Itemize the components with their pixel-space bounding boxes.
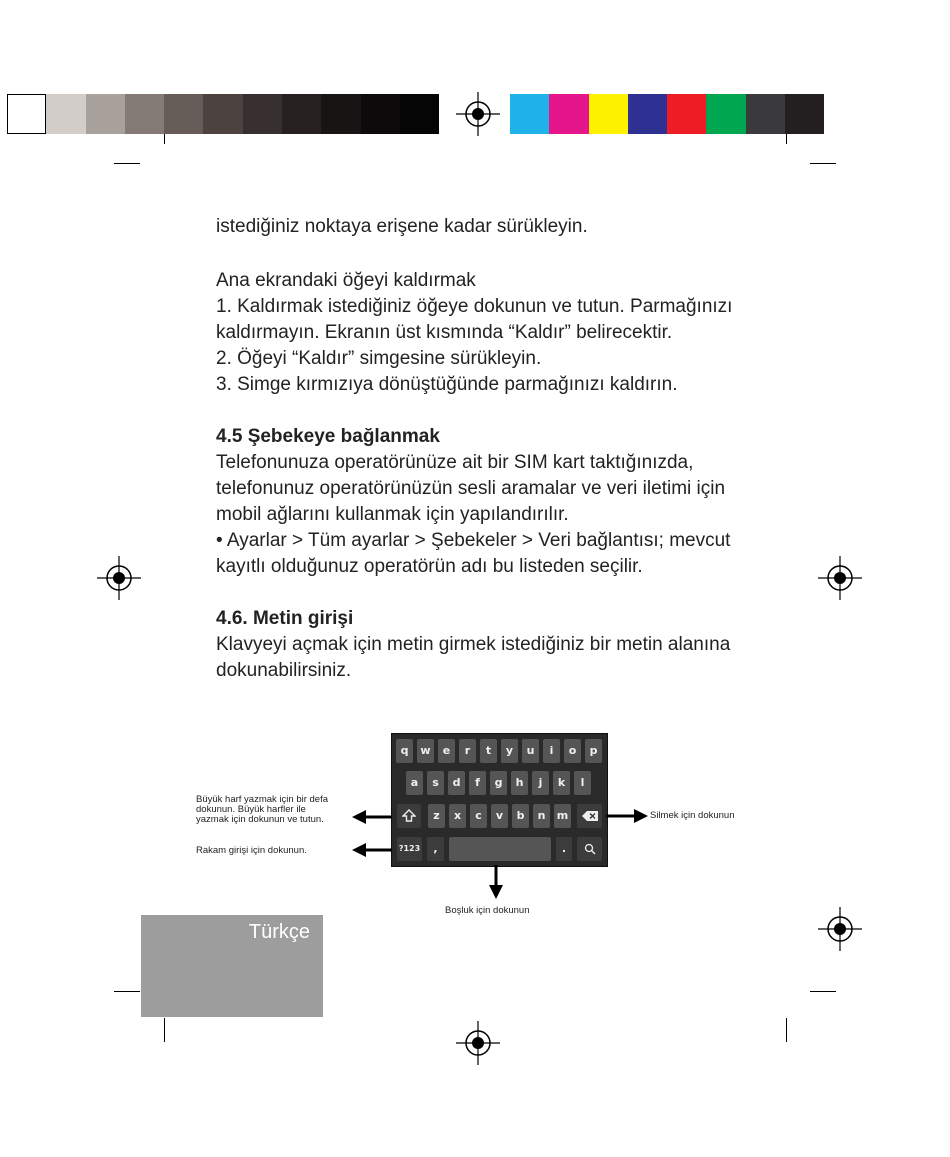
letter-key-r: r — [459, 739, 476, 763]
annotation-line: Büyük harf yazmak için bir defa — [196, 794, 329, 805]
language-label: Türkçe — [248, 921, 310, 943]
color-swatch — [785, 94, 824, 134]
letter-key-q: q — [396, 739, 413, 763]
color-swatch — [164, 94, 203, 134]
color-swatch — [7, 94, 46, 134]
color-swatch — [282, 94, 321, 134]
section-network — [216, 424, 776, 580]
registration-mark-icon — [97, 556, 141, 600]
comma-key: , — [427, 837, 444, 861]
keyboard-row-1 — [392, 739, 607, 765]
color-swatch — [46, 94, 85, 134]
crop-mark — [114, 991, 140, 992]
color-swatch — [400, 94, 439, 134]
color-swatch — [549, 94, 588, 134]
letter-key-u: u — [522, 739, 539, 763]
delete-annotation: Silmek için dokunun — [650, 810, 735, 821]
color-swatch — [706, 94, 745, 134]
letter-key-p: p — [585, 739, 602, 763]
color-swatch — [243, 94, 282, 134]
subsection-title: Ana ekrandaki öğeyi kaldırmak — [216, 270, 476, 291]
registration-mark-icon — [818, 907, 862, 951]
arrow-space — [489, 865, 503, 899]
annotation-line: yazmak için dokunun ve tutun. — [196, 814, 324, 825]
registration-mark-icon — [456, 92, 500, 136]
color-swatch — [589, 94, 628, 134]
text-line: • Ayarlar > Tüm ayarlar > Şebekeler > Veri bağlantısı; mevcut — [216, 530, 731, 551]
section-remove-item — [216, 268, 776, 398]
backspace-icon — [582, 811, 598, 821]
keyboard-row-3 — [392, 804, 607, 830]
annotation-line: dokunun. Büyük harfler ile — [196, 804, 306, 815]
language-tab — [141, 915, 323, 1017]
text-line: Telefonunuza operatörünüze ait bir SIM kart taktığınızda, — [216, 452, 694, 473]
color-swatch — [125, 94, 164, 134]
letter-key-w: w — [417, 739, 434, 763]
color-swatch — [321, 94, 360, 134]
text-line: dokunabilirsiniz. — [216, 660, 352, 681]
text-line: 3. Simge kırmızıya dönüştüğünde parmağınızı kaldırın. — [216, 374, 678, 395]
arrow-numbers — [352, 843, 392, 857]
letter-key-e: e — [438, 739, 455, 763]
letter-key-v: v — [491, 804, 508, 828]
color-swatch — [746, 94, 785, 134]
numbers-annotation: Rakam girişi için dokunun. — [196, 845, 307, 856]
arrow-delete — [606, 809, 648, 823]
text-line: telefonunuz operatörünüzün sesli aramalar ve veri iletimi için — [216, 478, 726, 499]
numbers-key: ?123 — [397, 837, 422, 861]
letter-key-f: f — [469, 771, 486, 795]
letter-key-g: g — [490, 771, 507, 795]
color-swatch — [628, 94, 667, 134]
color-swatch-bar — [510, 94, 824, 134]
letter-key-y: y — [501, 739, 518, 763]
search-key — [577, 837, 602, 861]
crop-mark — [786, 1018, 787, 1042]
letter-key-k: k — [553, 771, 570, 795]
space-key — [449, 837, 551, 861]
registration-mark-icon — [818, 556, 862, 600]
letter-key-m: m — [554, 804, 571, 828]
letter-key-b: b — [512, 804, 529, 828]
text-line: 1. Kaldırmak istediğiniz öğeye dokunun ve tutun. Parmağınızı — [216, 296, 733, 317]
color-swatch — [510, 94, 549, 134]
caps-annotation — [196, 795, 328, 825]
text-line: istediğiniz noktaya erişene kadar sürükleyin. — [216, 216, 588, 237]
crop-mark — [810, 163, 836, 164]
paragraph-drag-continue — [216, 214, 776, 240]
crop-mark — [786, 134, 787, 144]
text-line: Klavyeyi açmak için metin girmek istediğiniz bir metin alanına — [216, 634, 731, 655]
letter-key-a: a — [406, 771, 423, 795]
keyboard-row-4 — [392, 837, 607, 863]
letter-key-n: n — [533, 804, 550, 828]
letter-key-d: d — [448, 771, 465, 795]
text-line: 2. Öğeyi “Kaldır” simgesine sürükleyin. — [216, 348, 542, 369]
letter-key-t: t — [480, 739, 497, 763]
letter-key-o: o — [564, 739, 581, 763]
letter-key-j: j — [532, 771, 549, 795]
letter-key-x: x — [449, 804, 466, 828]
section-text-input — [216, 606, 776, 684]
letter-key-s: s — [427, 771, 444, 795]
letter-key-z: z — [428, 804, 445, 828]
letter-key-i: i — [543, 739, 560, 763]
period-key: . — [556, 837, 572, 861]
color-swatch — [203, 94, 242, 134]
color-swatch — [86, 94, 125, 134]
section-heading: 4.5 Şebekeye bağlanmak — [216, 426, 440, 447]
letter-key-l: l — [574, 771, 591, 795]
shift-key — [397, 804, 421, 828]
text-line: mobil ağlarını kullanmak için yapılandırılır. — [216, 504, 569, 525]
keyboard-row-2 — [392, 771, 607, 797]
crop-mark — [810, 991, 836, 992]
color-swatch — [361, 94, 400, 134]
registration-mark-icon — [456, 1021, 500, 1065]
magnifier-icon — [584, 843, 596, 855]
space-annotation: Boşluk için dokunun — [445, 905, 530, 916]
letter-key-c: c — [470, 804, 487, 828]
letter-key-h: h — [511, 771, 528, 795]
keyboard-image — [391, 733, 608, 867]
gray-scale-bar — [7, 94, 439, 134]
arrow-caps — [352, 810, 392, 824]
crop-mark — [114, 163, 140, 164]
crop-mark — [164, 1018, 165, 1042]
crop-mark — [164, 134, 165, 144]
section-heading: 4.6. Metin girişi — [216, 608, 354, 629]
text-line: kayıtlı olduğunuz operatörün adı bu listeden seçilir. — [216, 556, 643, 577]
shift-arrow-icon — [402, 809, 416, 823]
text-line: kaldırmayın. Ekranın üst kısmında “Kaldır” belirecektir. — [216, 322, 673, 343]
color-swatch — [667, 94, 706, 134]
backspace-key — [577, 804, 602, 828]
